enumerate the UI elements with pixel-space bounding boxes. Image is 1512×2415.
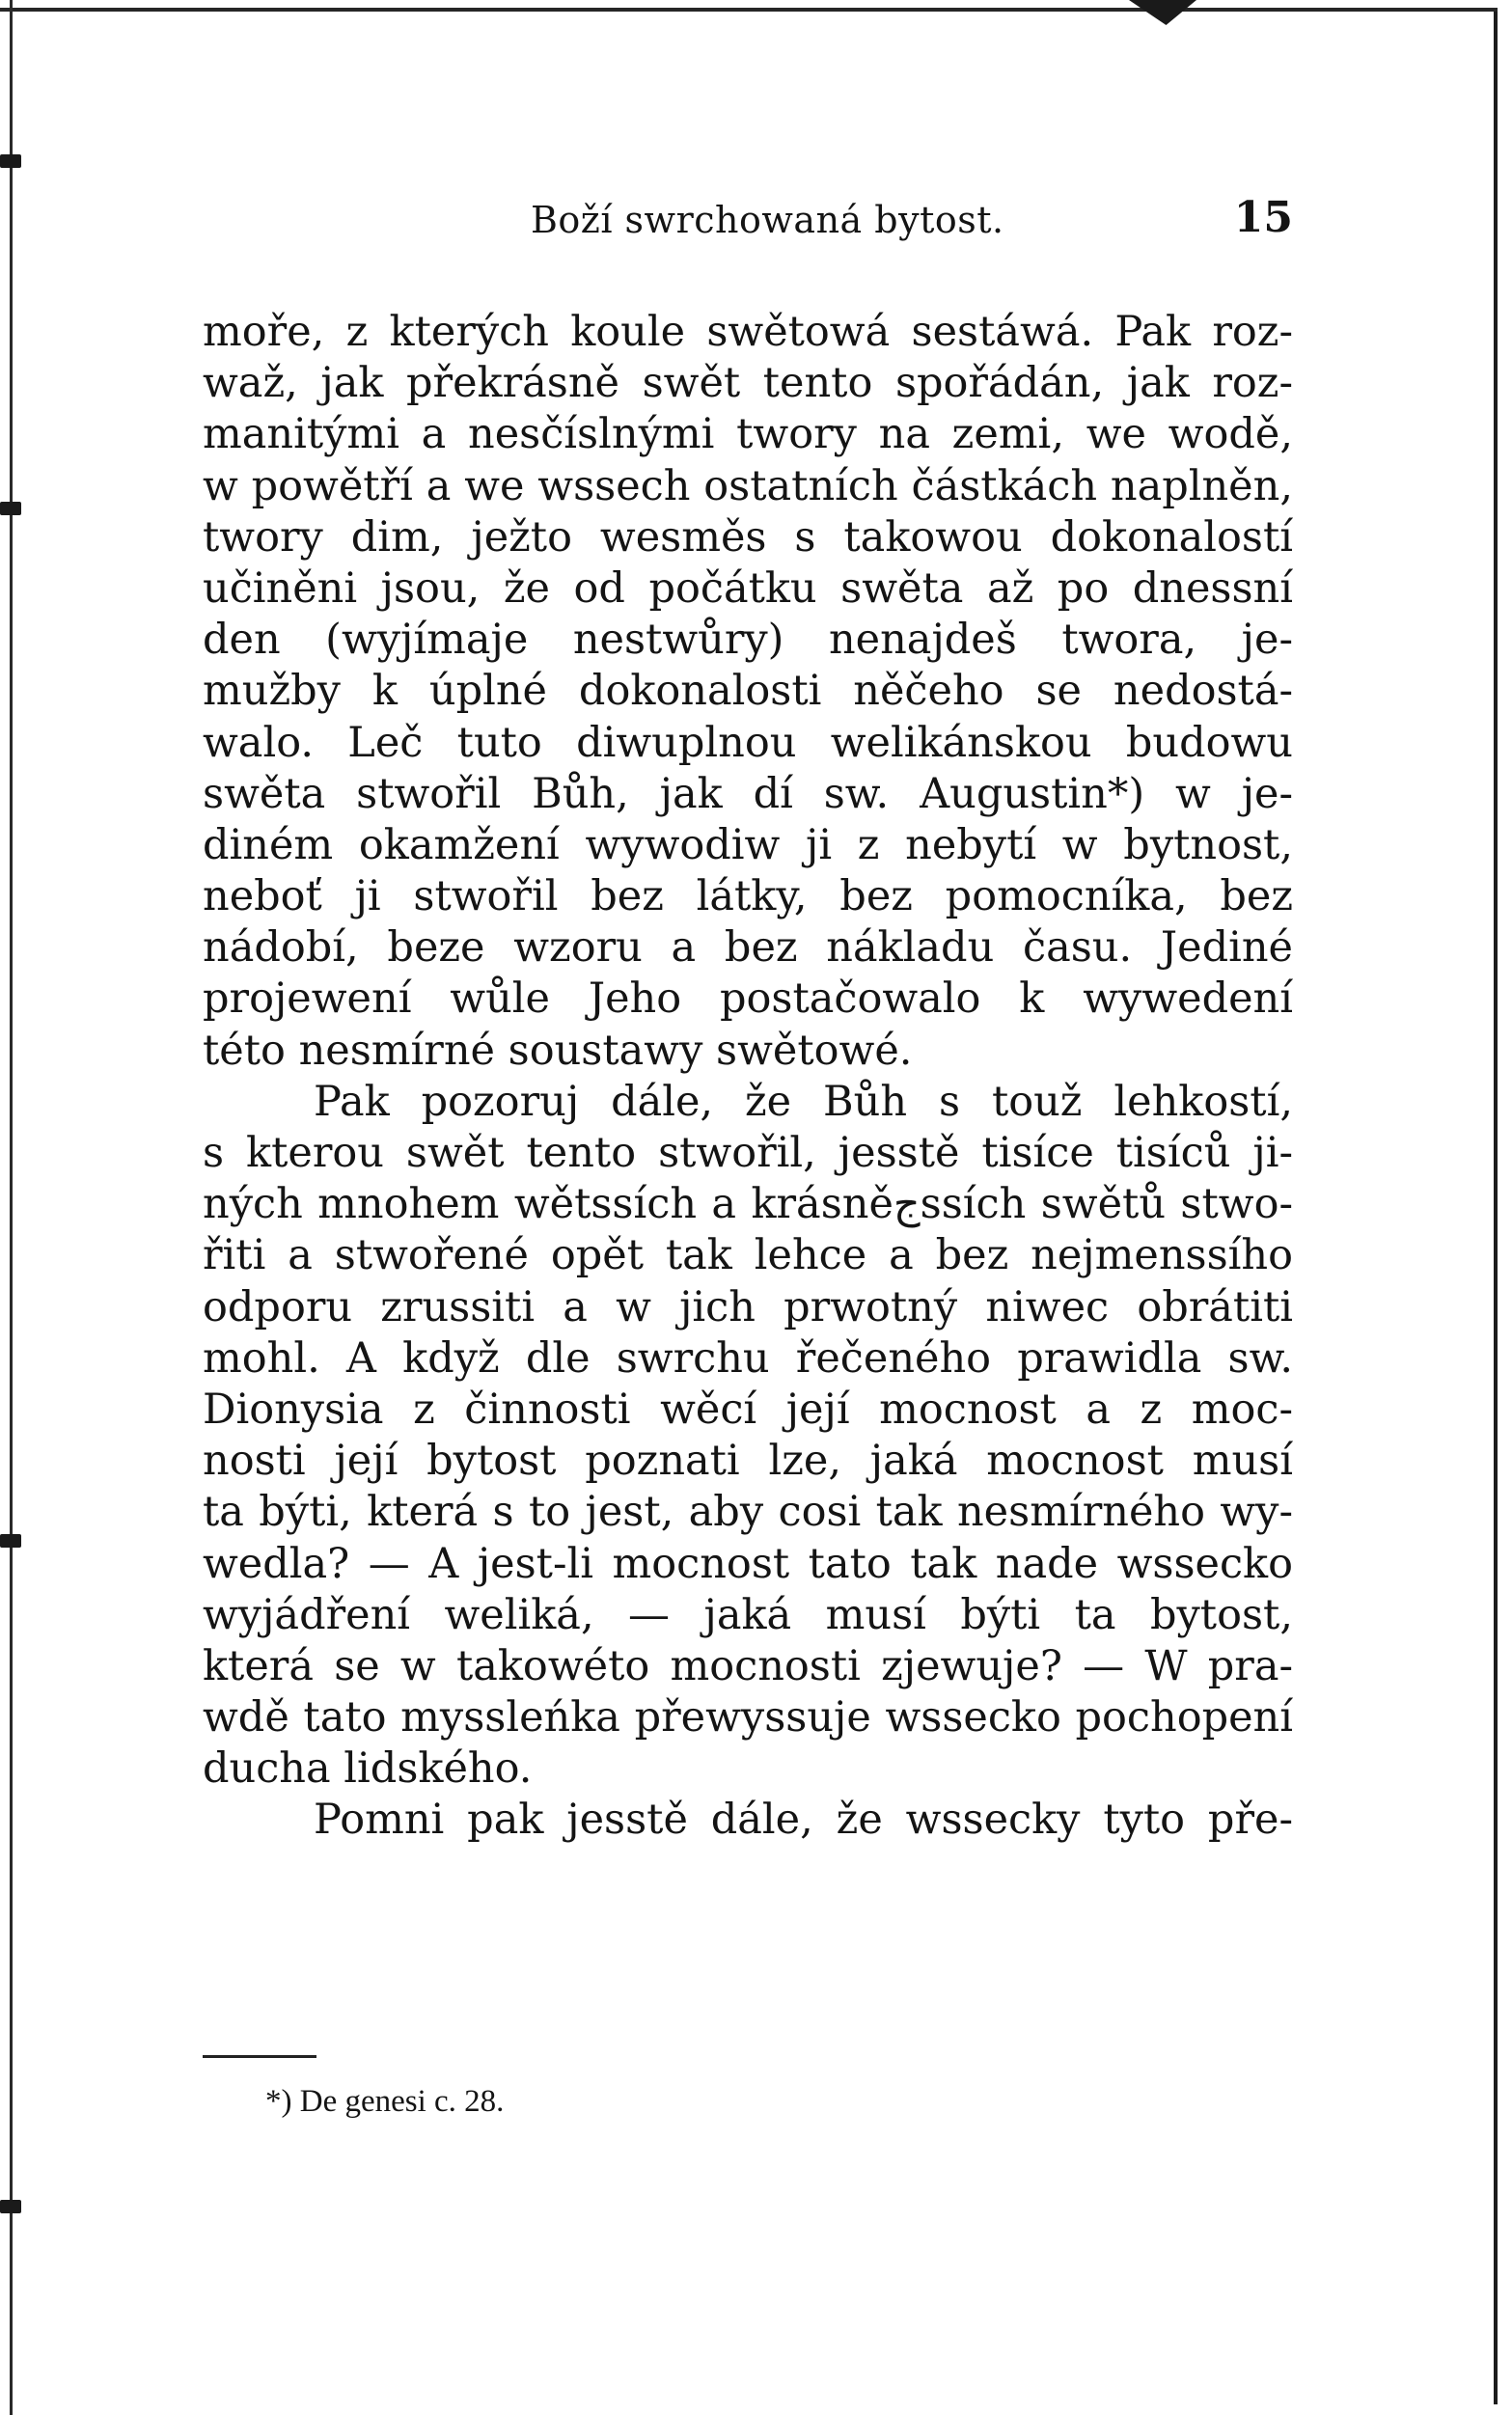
text-line: manitými a nesčíslnými twory na zemi, we wodě,: [203, 410, 1293, 459]
text-line: učiněni jsou, že od počátku swěta až po dnessní: [203, 563, 1293, 613]
text-line: swěta stwořil Bůh, jak dí sw. Augustin*) w je-: [203, 769, 1293, 818]
text-line: Dionysia z činnosti wěcí její mocnost a z moc-: [203, 1385, 1293, 1434]
text-line: twory dim, ježto wesměs s takowou dokonalostí: [203, 512, 1293, 562]
text-line: walo. Leč tuto diwuplnou welikánskou budowu: [203, 718, 1293, 767]
text-line: projewení wůle Jeho postačowalo k wywedení: [203, 974, 1293, 1024]
text-line: této nesmírné soustawy swětowé.: [203, 1026, 913, 1075]
footnote: *) De genesi c. 28.: [265, 2084, 505, 2119]
text-line: Pak pozoruj dále, že Bůh s touž lehkostí,: [314, 1077, 1293, 1126]
text-line: den (wyjímaje nestwůry) nenajdeš twora, je-: [203, 616, 1293, 665]
page-top-edge: [0, 8, 1498, 12]
text-line: wdě tato myssleńka přewyssuje wssecko pochopení: [203, 1693, 1293, 1743]
text-line: neboť ji stwořil bez látky, bez pomocníka, bez: [203, 872, 1293, 921]
text-line: ducha lidského.: [203, 1744, 533, 1794]
text-line: odporu zrussiti a w jich prwotný niwec obrátiti: [203, 1282, 1293, 1331]
page-number: 15: [1233, 193, 1293, 242]
text-line: w powětří a we wssech ostatních částkách naplněn,: [203, 461, 1293, 510]
text-line: nosti její bytost poznati lze, jaká mocnost musí: [203, 1437, 1293, 1486]
text-line: Pomni pak jesstě dále, že wssecky tyto pře-: [314, 1796, 1293, 1845]
text-line: wedla? — A jest-li mocnost tato tak nade wssecko: [203, 1539, 1293, 1588]
text-line: nádobí, beze wzoru a bez nákladu času. Jediné: [203, 923, 1293, 973]
running-title: Boží swrchowaná bytost.: [531, 199, 1004, 241]
text-line: řiti a stwořené opět tak lehce a bez nejmenssího: [203, 1231, 1293, 1280]
binding-mark: [0, 502, 21, 515]
text-line: moře, z kterých koule swětowá sestáwá. Pak roz-: [203, 308, 1293, 356]
binding-mark: [0, 1534, 21, 1548]
text-line: waž, jak překrásně swět tento spořádán, jak roz-: [203, 359, 1293, 408]
footnote-rule: [203, 2055, 316, 2058]
body-text: [203, 307, 1293, 1847]
text-line: wyjádření weliká, — jaká musí býti ta bytost,: [203, 1590, 1293, 1639]
binding-mark: [0, 154, 21, 168]
text-line: ných mnohem wětssích a krásněجssích swětů stwo-: [203, 1180, 1293, 1229]
page-header: [203, 193, 1293, 261]
page-edge-notch: [1129, 0, 1196, 25]
binding-edge: [10, 0, 13, 2415]
text-line: mohl. A když dle swrchu řečeného prawidla sw.: [203, 1333, 1293, 1383]
binding-mark: [0, 2200, 21, 2213]
text-line: diném okamžení wywodiw ji z nebytí w bytnost,: [203, 820, 1293, 869]
text-line: která se w takowéto mocnosti zjewuje? — W pra-: [203, 1641, 1293, 1690]
text-line: ta býti, která s to jest, aby cosi tak nesmírného wy-: [203, 1488, 1293, 1537]
page-right-edge: [1494, 12, 1498, 2404]
text-line: mužby k úplné dokonalosti něčeho se nedostá-: [203, 667, 1293, 716]
text-line: s kterou swět tento stwořil, jesstě tisíce tisíců ji-: [203, 1129, 1293, 1177]
